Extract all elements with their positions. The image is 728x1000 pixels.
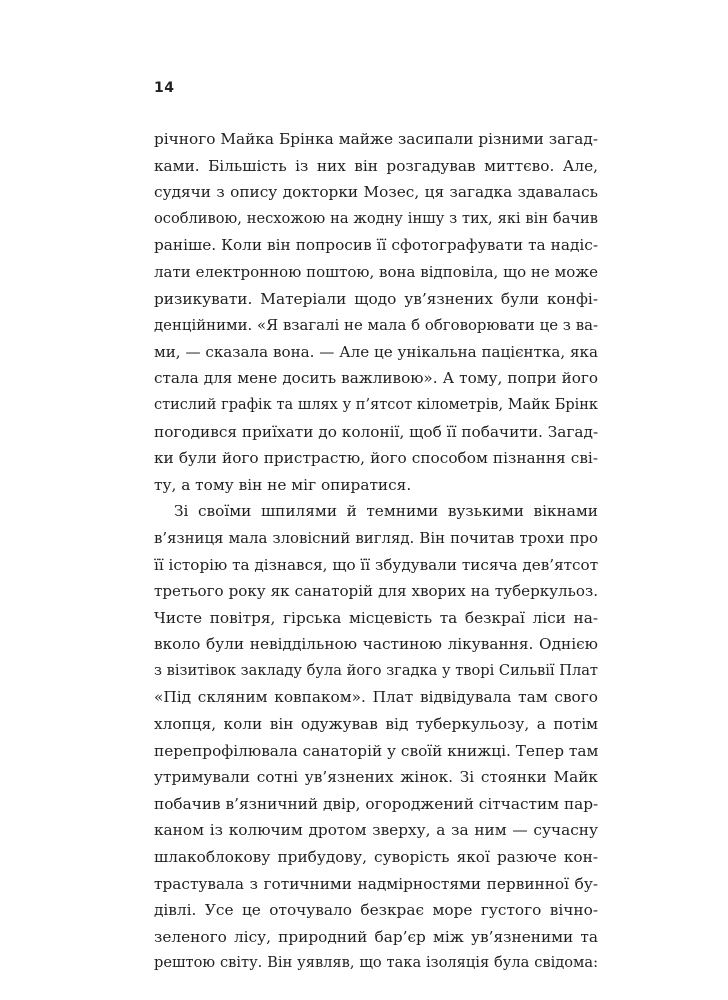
text-line: перепрофілювала санаторій у своїй книжці. Тепер там [154,741,599,760]
text-line: вколо були невіддільною частиною лікування. Однією [154,635,598,654]
text-line: шлакоблокову прибудову, суворість якої разюче кон- [154,848,598,867]
text-line: дівлі. Усе це оточувало безкрає море густого вічно- [154,901,598,920]
text-line: раніше. Коли він попросив її сфотографувати та надіс- [154,236,598,255]
text-line: ризикувати. Матеріали щодо ув’язнених були конфі- [154,289,598,308]
text-line: ту, а тому він не міг опиратися. [154,475,412,494]
text-line: особливою, несхожою на жодну іншу з тих, які він бачив [154,209,598,227]
text-line: її історію та дізнався, що її збудували тисяча дев’ятсот [154,555,599,574]
text-line: Чисте повітря, гірська місцевість та безкраї ліси на- [154,608,598,627]
text-line: ками. Більшість із них він розгадував миттєво. Але, [154,156,598,175]
text-line: погодився приїхати до колонії, щоб її побачити. Загад- [154,422,599,441]
text-line: з візитівок закладу була його згадка у творі Сильвії Плат [154,661,598,679]
text-line: побачив в’язничний двір, огороджений сітчастим пар- [154,794,599,813]
text-line: третього року як санаторій для хворих на туберкульоз. [154,582,598,601]
text-line: рештою світу. Він уявляв, що така ізоляція була свідома: [154,954,598,972]
text-line: стислий графік та шлях у п’ятсот кілометрів, Майк Брінк [154,396,598,413]
text-line: каном із колючим дротом зверху, а за ним — сучасну [154,821,598,840]
page-number: 14 [154,80,175,96]
paragraph [154,126,598,498]
text-line: хлопця, коли він одужував від туберкульозу, а потім [154,715,598,734]
text-line: «Під скляним ковпаком». Плат відвідувала там свого [154,688,598,707]
text-line: ки були його пристрастю, його способом пізнання сві- [154,449,598,468]
text-line: стала для мене досить важливою». А тому, попри його [154,369,598,388]
text-line: зеленого лісу, природний бар’єр між ув’язненими та [154,927,598,946]
paragraph [154,498,598,977]
text-line: в’язниця мала зловісний вигляд. Він почитав трохи про [154,528,598,547]
body-text [154,126,598,977]
text-line: утримували сотні ув’язнених жінок. Зі стоянки Майк [154,768,598,787]
text-line: трастувала з готичними надмірностями первинної бу- [154,874,598,893]
text-line: денційними. «Я взагалі не мала б обговорювати це з ва- [154,316,598,335]
text-line: лати електронною поштою, вона відповіла, що не може [154,262,598,281]
text-line: Зі своїми шпилями й темними вузькими вікнами [174,502,598,521]
text-line: річного Майка Брінка майже засипали різними загад- [154,130,598,148]
text-line: судячи з опису докторки Мозес, ця загадка здавалась [154,183,598,202]
text-line: ми, — сказала вона. — Але це унікальна пацієнтка, яка [154,342,598,361]
